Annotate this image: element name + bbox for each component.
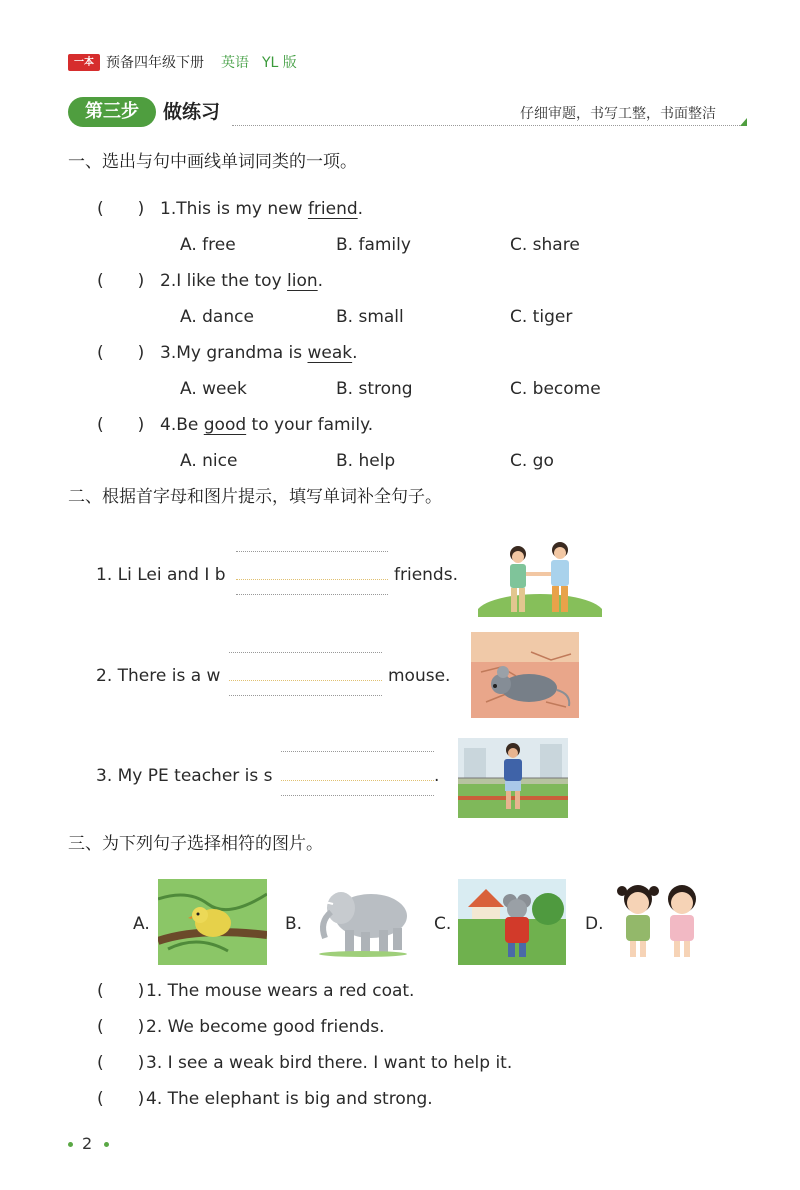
pe-teacher-picture xyxy=(458,738,568,818)
fill-sentence-1-end: friends. xyxy=(394,565,458,585)
match-sentence-2: 2. We become good friends. xyxy=(146,1017,385,1037)
answer-paren[interactable]: ( ) xyxy=(97,343,145,363)
picture-label-d: D. xyxy=(585,914,604,934)
fill-sentence-1: 1. Li Lei and I b xyxy=(96,565,226,585)
section-1-title: 一、选出与句中画线单词同类的一项。 xyxy=(68,152,357,172)
option-c: C. share xyxy=(510,235,580,255)
mouse-red-coat-picture xyxy=(458,879,566,965)
corner-triangle-icon xyxy=(740,118,747,126)
answer-paren[interactable]: ( ) xyxy=(97,415,145,435)
book-title: 预备四年级下册 xyxy=(106,55,204,71)
question-1: 1.This is my new friend. xyxy=(160,199,364,219)
question-3: 3.My grandma is weak. xyxy=(160,343,358,363)
option-a: A. free xyxy=(180,235,236,255)
answer-paren[interactable]: ( ) xyxy=(97,1053,145,1073)
match-sentence-4: 4. The elephant is big and strong. xyxy=(146,1089,433,1109)
answer-blank[interactable] xyxy=(229,652,382,696)
edition-label: YL 版 xyxy=(262,55,297,71)
subject-label: 英语 xyxy=(221,55,249,71)
match-sentence-1: 1. The mouse wears a red coat. xyxy=(146,981,415,1001)
bird-on-branch-picture xyxy=(158,879,267,965)
fill-sentence-3-end: . xyxy=(434,766,440,786)
dot-icon xyxy=(68,1142,73,1147)
option-c: C. go xyxy=(510,451,554,471)
answer-blank[interactable] xyxy=(236,551,388,595)
option-c: C. tiger xyxy=(510,307,573,327)
two-girls-picture xyxy=(612,879,710,961)
answer-paren[interactable]: ( ) xyxy=(97,981,145,1001)
dot-icon xyxy=(104,1142,109,1147)
answer-blank[interactable] xyxy=(281,751,434,796)
fill-sentence-3: 3. My PE teacher is s xyxy=(96,766,273,786)
option-a: A. nice xyxy=(180,451,238,471)
answer-paren[interactable]: ( ) xyxy=(97,199,145,219)
section-2-title: 二、根据首字母和图片提示，填写单词补全句子。 xyxy=(68,487,442,507)
option-c: C. become xyxy=(510,379,601,399)
page-number: 2 xyxy=(82,1134,93,1153)
question-2: 2.I like the toy lion. xyxy=(160,271,324,291)
option-a: A. dance xyxy=(180,307,254,327)
picture-label-c: C. xyxy=(434,914,452,934)
option-a: A. week xyxy=(180,379,247,399)
answer-paren[interactable]: ( ) xyxy=(97,271,145,291)
section-3-title: 三、为下列句子选择相符的图片。 xyxy=(68,834,323,854)
picture-label-b: B. xyxy=(285,914,303,934)
publisher-logo: 一本 xyxy=(68,54,100,71)
question-4: 4.Be good to your family. xyxy=(160,415,374,435)
answer-paren[interactable]: ( ) xyxy=(97,1017,145,1037)
fill-sentence-2: 2. There is a w xyxy=(96,666,221,686)
friends-handshake-picture xyxy=(478,538,602,617)
picture-label-a: A. xyxy=(133,914,150,934)
divider xyxy=(232,125,740,126)
match-sentence-3: 3. I see a weak bird there. I want to help it. xyxy=(146,1053,513,1073)
tip-text: 仔细审题，书写工整，书面整洁 xyxy=(520,106,716,122)
step-title: 做练习 xyxy=(163,101,221,123)
fill-sentence-2-end: mouse. xyxy=(388,666,451,686)
weak-mouse-picture xyxy=(471,632,579,718)
option-b: B. help xyxy=(336,451,396,471)
elephant-picture xyxy=(311,882,415,958)
step-badge: 第三步 xyxy=(68,97,156,127)
option-b: B. family xyxy=(336,235,411,255)
option-b: B. small xyxy=(336,307,404,327)
option-b: B. strong xyxy=(336,379,413,399)
answer-paren[interactable]: ( ) xyxy=(97,1089,145,1109)
